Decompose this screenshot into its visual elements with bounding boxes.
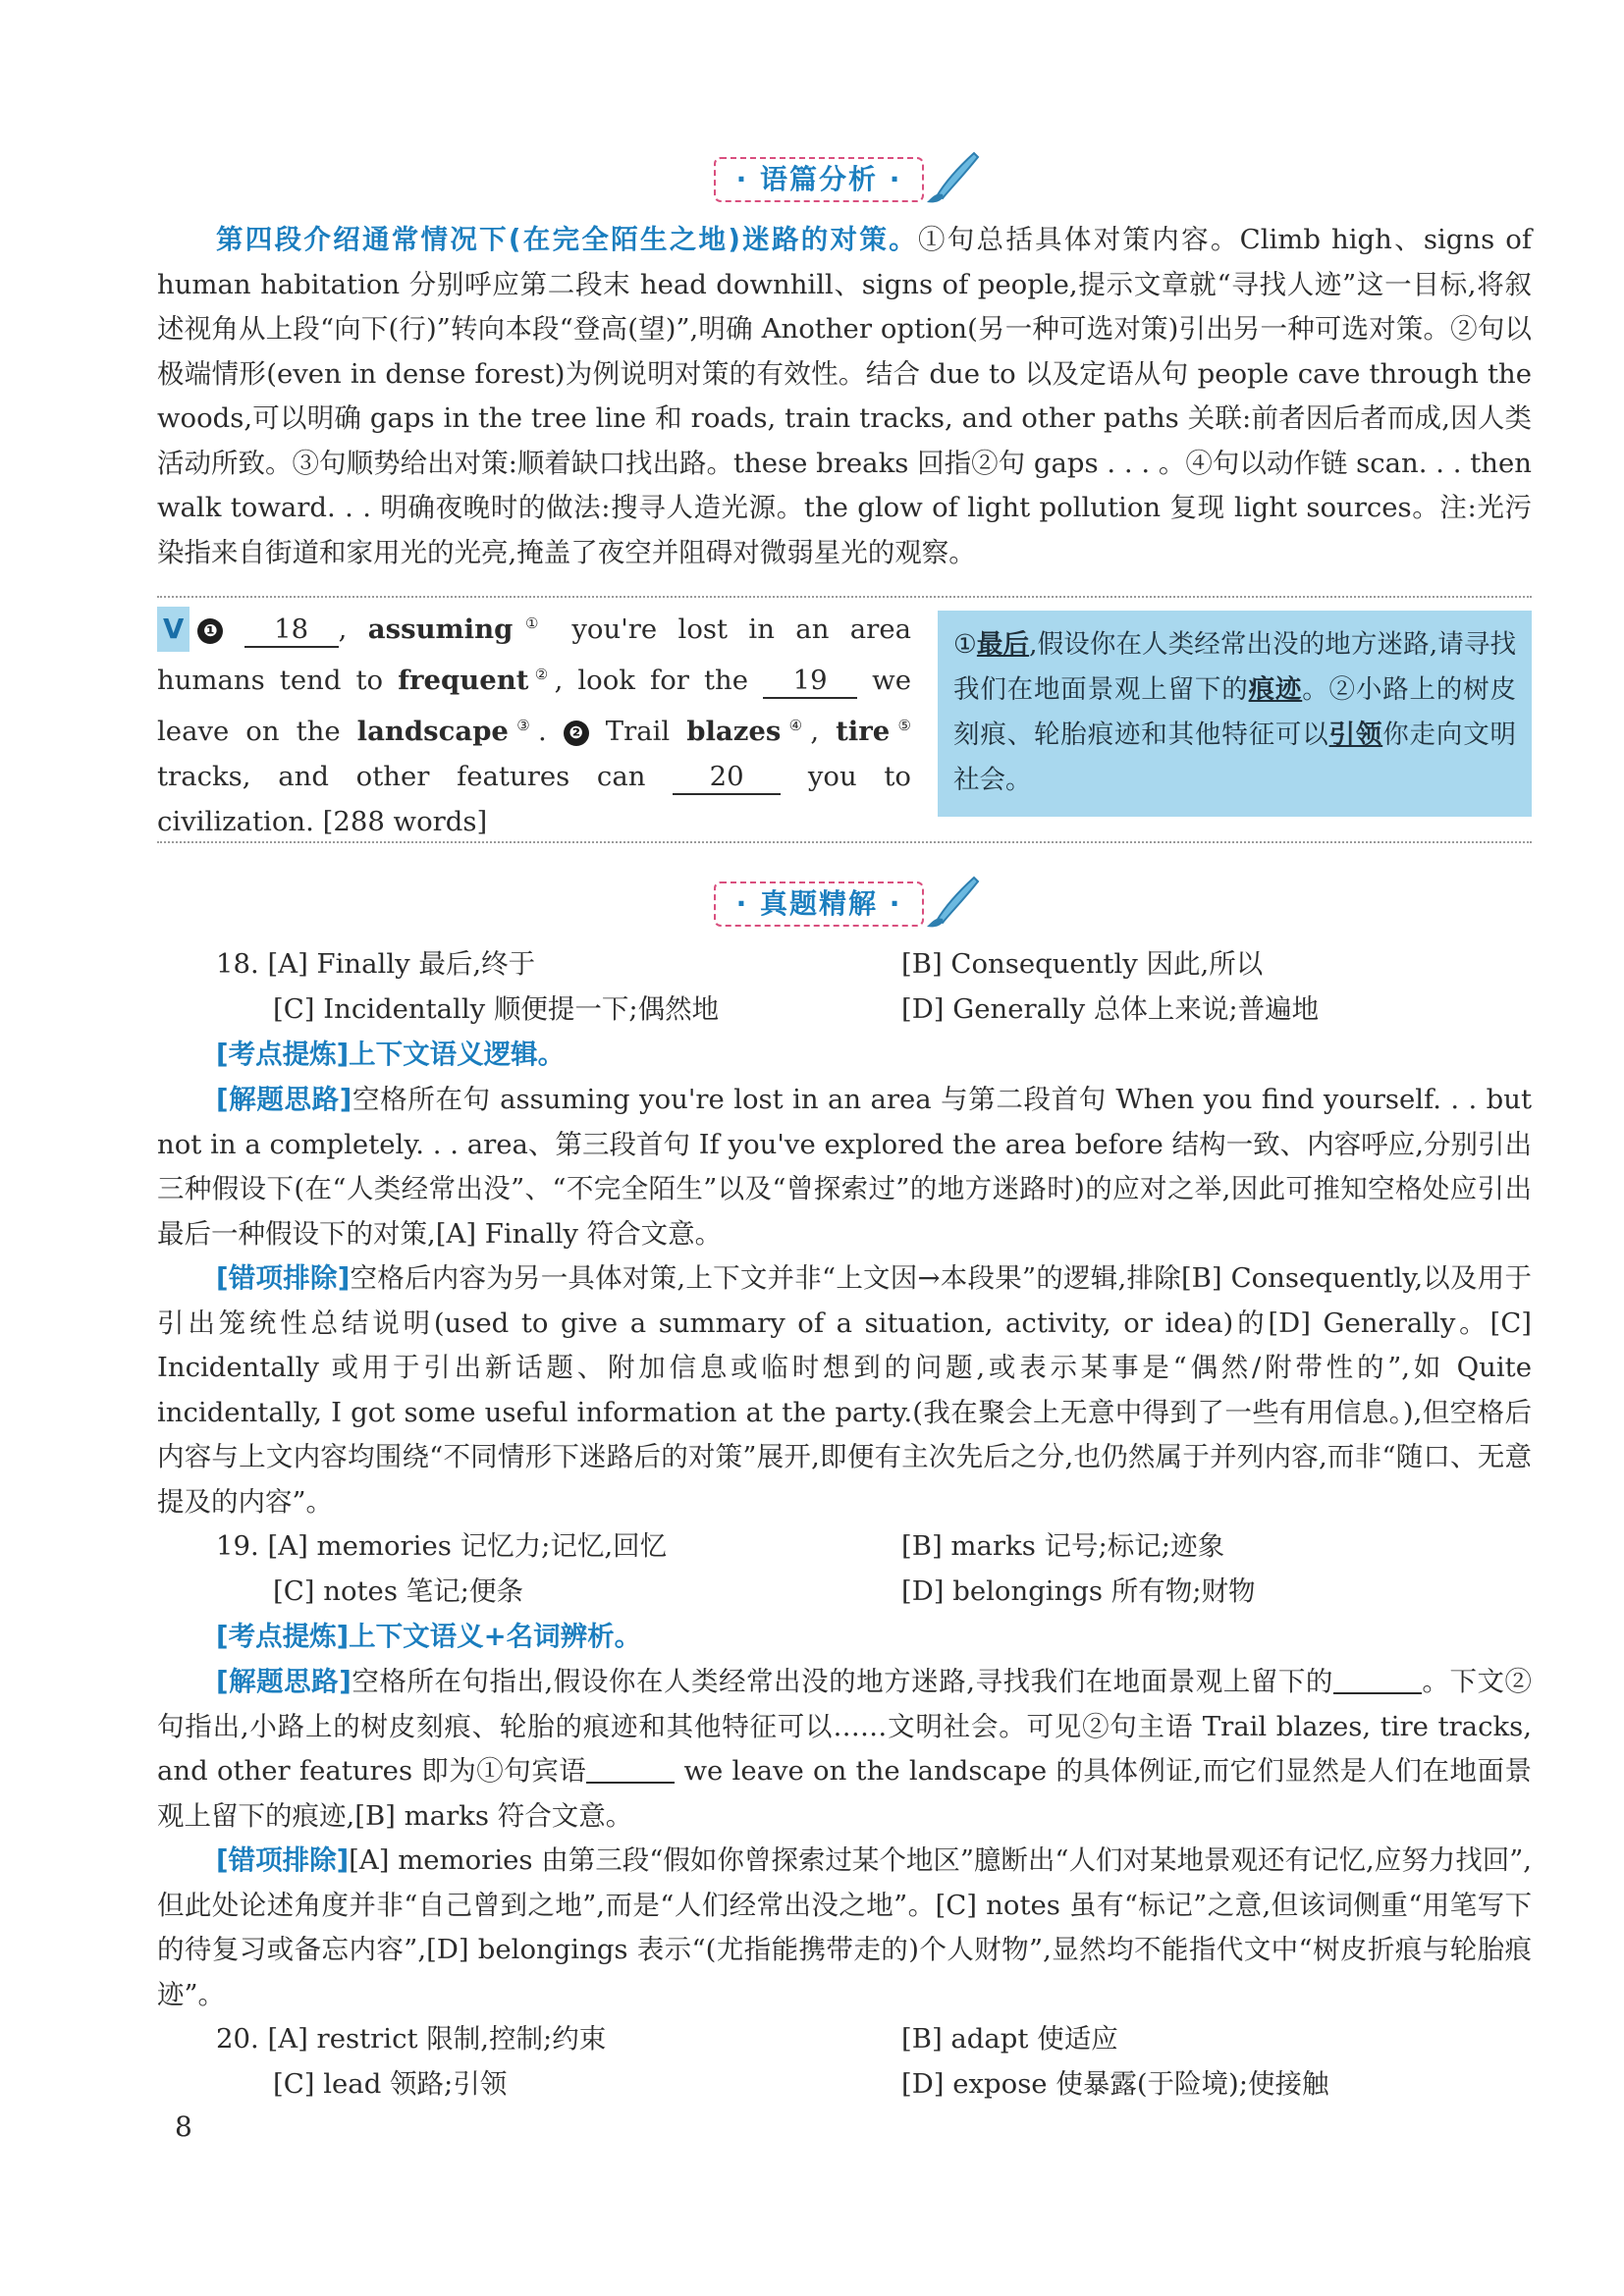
text: ① xyxy=(953,629,977,660)
approach-text: 空格所在句指出,假设你在人类经常出没的地方迷路,寻找我们在地面景观上留下的 xyxy=(351,1666,1333,1697)
q18-option-d: [D] Generally 总体上来说;普遍地 xyxy=(901,993,1320,1025)
sentence-marker: ❶ xyxy=(197,618,223,644)
q19-option-d: [D] belongings 所有物;财物 xyxy=(901,1575,1256,1607)
paragraph-number: V xyxy=(157,607,189,652)
label: [解题思路] xyxy=(216,1084,352,1115)
blank-20: 20 xyxy=(673,760,781,795)
vocab-word: blazes xyxy=(686,716,782,748)
text: ,假设你在人类经常出没的地方迷路,请寻找我们在地面景观上留下的 xyxy=(953,629,1516,705)
blank-19: 19 xyxy=(763,664,857,699)
q20-option-a xyxy=(216,2017,606,2062)
q19-elimination xyxy=(157,1839,1532,2017)
divider xyxy=(157,596,1532,598)
section-tag: · 真题精解 · xyxy=(714,881,924,927)
divider xyxy=(157,841,1532,843)
question-number: 18. xyxy=(216,948,259,980)
approach-text: 。下文②句指出,小路上的树皮刻痕、轮胎的痕迹和其他特征可以……文明社会。可见②句主语 Trail blazes, tire tracks, and other features 即为①句宾语 xyxy=(157,1666,1533,1787)
text: , xyxy=(810,716,837,748)
analysis-body: ①句总括具体对策内容。Climb high、signs of human habitation 分别呼应第二段末 head downhill、signs of people,提示文章就“寻找人迹”这一目标,将叙述视角从上段“向下(行)”转向本段“登高(望)”,明确 Another option(另一种可选对策)引出另一种可选对策。②句以极端情形(even in dense forest)为例说明对策的有效性。结合 due to 以及定语从句 people cave through the woods,可以明确 gaps in the tree line 和 roads, train tracks, and other paths 关联:前者因后者而成,因人类活动所致。③句顺势给出对策:顺着缺口找出路。these breaks 回指②句 gaps . . . 。④句以动作链 scan. . . then walk toward. . . 明确夜晚时的做法:搜寻人造光源。the glow of light pollution 复现 light sources。注:光污染指来自街道和家用光的光亮,掩盖了夜空并阻碍对微弱星光的观察。 xyxy=(157,224,1532,568)
text: 你走向文明社会。 xyxy=(953,720,1517,795)
q19-option-c: [C] notes 笔记;便条 xyxy=(273,1575,523,1607)
sentence-marker: ❷ xyxy=(564,721,589,746)
q20-option-d: [D] expose 使暴露(于险境);使接触 xyxy=(901,2068,1329,2100)
approach-text: 空格所在句 assuming you're lost in an area 与第二段首句 When you find yourself. . . but not in a completely. . . area、第三段首句 If you've explored the area before 结构一致、内容呼应,分别引出三种假设下(在“人类经常出没”、“不完全陌生”以及“曾探索过”的地方迷路时)的应对之举,因此可推知空格处应引出最后一种假设下的对策,[A] Finally 符合文意。 xyxy=(157,1084,1532,1250)
q19-key-point xyxy=(157,1615,1532,1660)
key-point-text: 上下文语义+名词辨析。 xyxy=(349,1621,642,1652)
translation-box xyxy=(938,611,1532,817)
passage-paragraph xyxy=(157,601,911,844)
key-word: 引领 xyxy=(1328,720,1383,750)
vocab-word: landscape xyxy=(356,716,509,748)
vocab-word: assuming xyxy=(367,614,514,646)
label: [解题思路] xyxy=(216,1666,352,1697)
q18-key-point xyxy=(157,1033,1532,1078)
footnote-mark: ① xyxy=(513,614,552,632)
text: Trail xyxy=(588,716,687,748)
blank-line xyxy=(586,1756,675,1784)
section-heading-analysis xyxy=(0,147,1624,206)
section-tag: · 语篇分析 · xyxy=(714,157,924,202)
text: , xyxy=(338,614,368,646)
q20-option-b: [B] adapt 使适应 xyxy=(901,2023,1118,2055)
label: [考点提炼] xyxy=(216,1621,350,1652)
footnote-mark: ② xyxy=(528,666,555,684)
option-text: [A] memories 记忆力;记忆,回忆 xyxy=(267,1530,668,1562)
text: , look for the xyxy=(554,665,764,697)
label: [考点提炼] xyxy=(216,1039,350,1070)
question-number: 20. xyxy=(216,2023,259,2055)
text: . xyxy=(537,716,564,748)
text: you to civilization. [288 words] xyxy=(157,761,911,838)
analysis-lead: 第四段介绍通常情况下(在完全陌生之地)迷路的对策。 xyxy=(216,224,918,255)
analysis-paragraph xyxy=(157,218,1532,575)
text: we leave on the xyxy=(157,665,911,748)
q18-option-a xyxy=(216,942,535,988)
option-text: [A] restrict 限制,控制;约束 xyxy=(267,2023,607,2055)
q18-option-b: [B] Consequently 因此,所以 xyxy=(901,948,1264,980)
q20-option-c: [C] lead 领路;引领 xyxy=(273,2068,508,2100)
brush-icon xyxy=(923,872,982,931)
section-heading-answers xyxy=(0,872,1624,931)
key-word: 痕迹 xyxy=(1248,674,1303,705)
question-number: 19. xyxy=(216,1530,259,1562)
key-word: 最后 xyxy=(976,629,1030,660)
elimination-text: 空格后内容为另一具体对策,上下文并非“上文因→本段果”的逻辑,排除[B] Consequently,以及用于引出笼统性总结说明(used to give a summary of a situation, activity, or idea)的[D] Generally。[C] Incidentally 或用于引出新话题、附加信息或临时想到的问题,或表示某事是“偶然/附带性的”,如 Quite incidentally, I got some useful information at the party.(我在聚会上无意中得到了一些有用信息。),但空格后内容与上文内容均围绕“不同情形下迷路后的对策”展开,即便有主次先后之分,也仍然属于并列内容,而非“随口、无意提及的内容”。 xyxy=(157,1262,1532,1518)
option-text: [A] Finally 最后,终于 xyxy=(267,948,536,980)
footnote-mark: ⑤ xyxy=(890,717,911,735)
q18-elimination xyxy=(157,1256,1532,1524)
page-number: 8 xyxy=(175,2110,192,2143)
elimination-text: [A] memories 由第三段“假如你曾探索过某个地区”臆断出“人们对某地景观还有记忆,应努力找回”,但此处论述角度并非“自己曾到之地”,而是“人们经常出没之地”。[C] notes 虽有“标记”之意,但该词侧重“用笔写下的待复习或备忘内容”,[D] belongings 表示“(尤指能携带走的)个人财物”,显然均不能指代文中“树皮折痕与轮胎痕迹”。 xyxy=(157,1844,1532,2010)
label: [错项排除] xyxy=(216,1262,351,1294)
text: tracks, and other features can xyxy=(157,761,674,793)
text: you're lost in an area humans tend to xyxy=(157,614,911,697)
q19-option-b: [B] marks 记号;标记;迹象 xyxy=(901,1530,1225,1562)
approach-text: we leave on the landscape 的具体例证,而它们显然是人们在地面景观上留下的痕迹,[B] marks 符合文意。 xyxy=(157,1755,1532,1832)
brush-icon xyxy=(923,147,982,206)
q19-option-a xyxy=(216,1524,667,1570)
q19-approach xyxy=(157,1660,1532,1839)
key-point-text: 上下文语义逻辑。 xyxy=(349,1039,566,1070)
blank-18: 18 xyxy=(244,613,339,648)
footnote-mark: ④ xyxy=(781,717,811,735)
blank-line xyxy=(1333,1667,1422,1694)
label: [错项排除] xyxy=(216,1844,350,1876)
vocab-word: tire xyxy=(836,716,891,748)
q18-approach xyxy=(157,1078,1532,1256)
q18-option-c: [C] Incidentally 顺便提一下;偶然地 xyxy=(273,993,720,1025)
vocab-word: frequent xyxy=(398,665,529,697)
text: 。②小路上的树皮刻痕、轮胎痕迹和其他特征可以 xyxy=(953,674,1517,750)
footnote-mark: ③ xyxy=(508,717,538,735)
